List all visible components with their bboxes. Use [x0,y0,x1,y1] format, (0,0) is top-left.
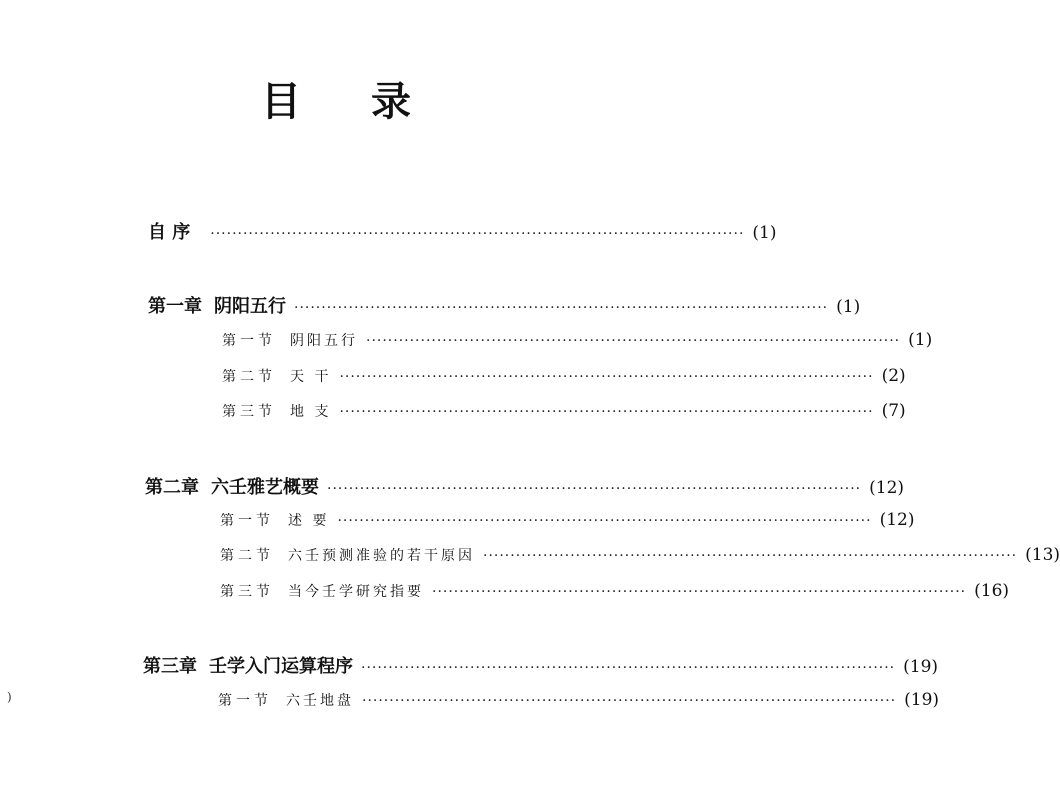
toc-entry-label: 第三章 壬学入门运算程序 [143,656,353,677]
toc-section-1-1[interactable] [222,330,933,350]
dot-leader: ·································································································· [366,333,901,349]
toc-page-number: (1) [908,330,933,350]
toc-entry-label: 第一节 阴阳五行 [222,333,358,349]
toc-entry-label: 第二节 六壬预测准验的若干原因 [220,548,475,564]
toc-section-2-2[interactable] [220,545,1060,565]
toc-section-2-1[interactable] [220,510,915,530]
toc-page-number: (12) [869,478,905,498]
stray-mark: ) [7,690,12,704]
toc-section-1-2[interactable] [222,366,906,386]
page-title: 目 录 [261,79,439,125]
toc-section-3-1[interactable] [218,690,940,710]
toc-entry-label: 第一章 阴阳五行 [148,296,286,317]
dot-leader: ·································································································· [432,584,967,600]
dot-leader: ·································································································· [339,369,874,385]
toc-entry-label: 第二章 六壬雅艺概要 [145,477,319,498]
toc-page-number: (1) [836,297,861,317]
toc-page-number: (2) [881,366,906,386]
toc-page-number: (1) [752,223,777,243]
dot-leader: ·································································································· [362,693,897,709]
toc-chapter-3[interactable] [143,652,939,678]
toc-entry-label: 自 序 [148,222,191,243]
toc-page-number: (16) [974,581,1010,601]
dot-leader: ·································································································· [294,300,829,316]
toc-section-1-3[interactable] [222,401,906,421]
toc-section-2-3[interactable] [220,581,1010,601]
toc-page-number: (13) [1025,545,1060,565]
toc-page-number: (19) [904,690,940,710]
toc-entry-preface[interactable] [148,218,777,244]
toc-entry-label: 第一节 六壬地盘 [218,693,354,709]
toc-page-number: (7) [881,401,906,421]
toc-chapter-1[interactable] [148,292,861,318]
dot-leader: ·································································································· [339,404,874,420]
dot-leader: ·································································································· [327,481,862,497]
toc-page-number: (19) [903,657,939,677]
toc-entry-label: 第一节 述 要 [220,513,330,529]
toc-chapter-2[interactable] [145,473,905,499]
dot-leader: ·································································································· [361,660,896,676]
dot-leader: ·································································································· [483,548,1018,564]
toc-page-number: (12) [879,510,915,530]
toc-entry-label: 第三节 当今壬学研究指要 [220,584,424,600]
toc-entry-label: 第三节 地 支 [222,404,332,420]
dot-leader: ·································································································· [210,226,745,242]
dot-leader: ·································································································· [337,513,872,529]
toc-entry-label: 第二节 天 干 [222,369,332,385]
